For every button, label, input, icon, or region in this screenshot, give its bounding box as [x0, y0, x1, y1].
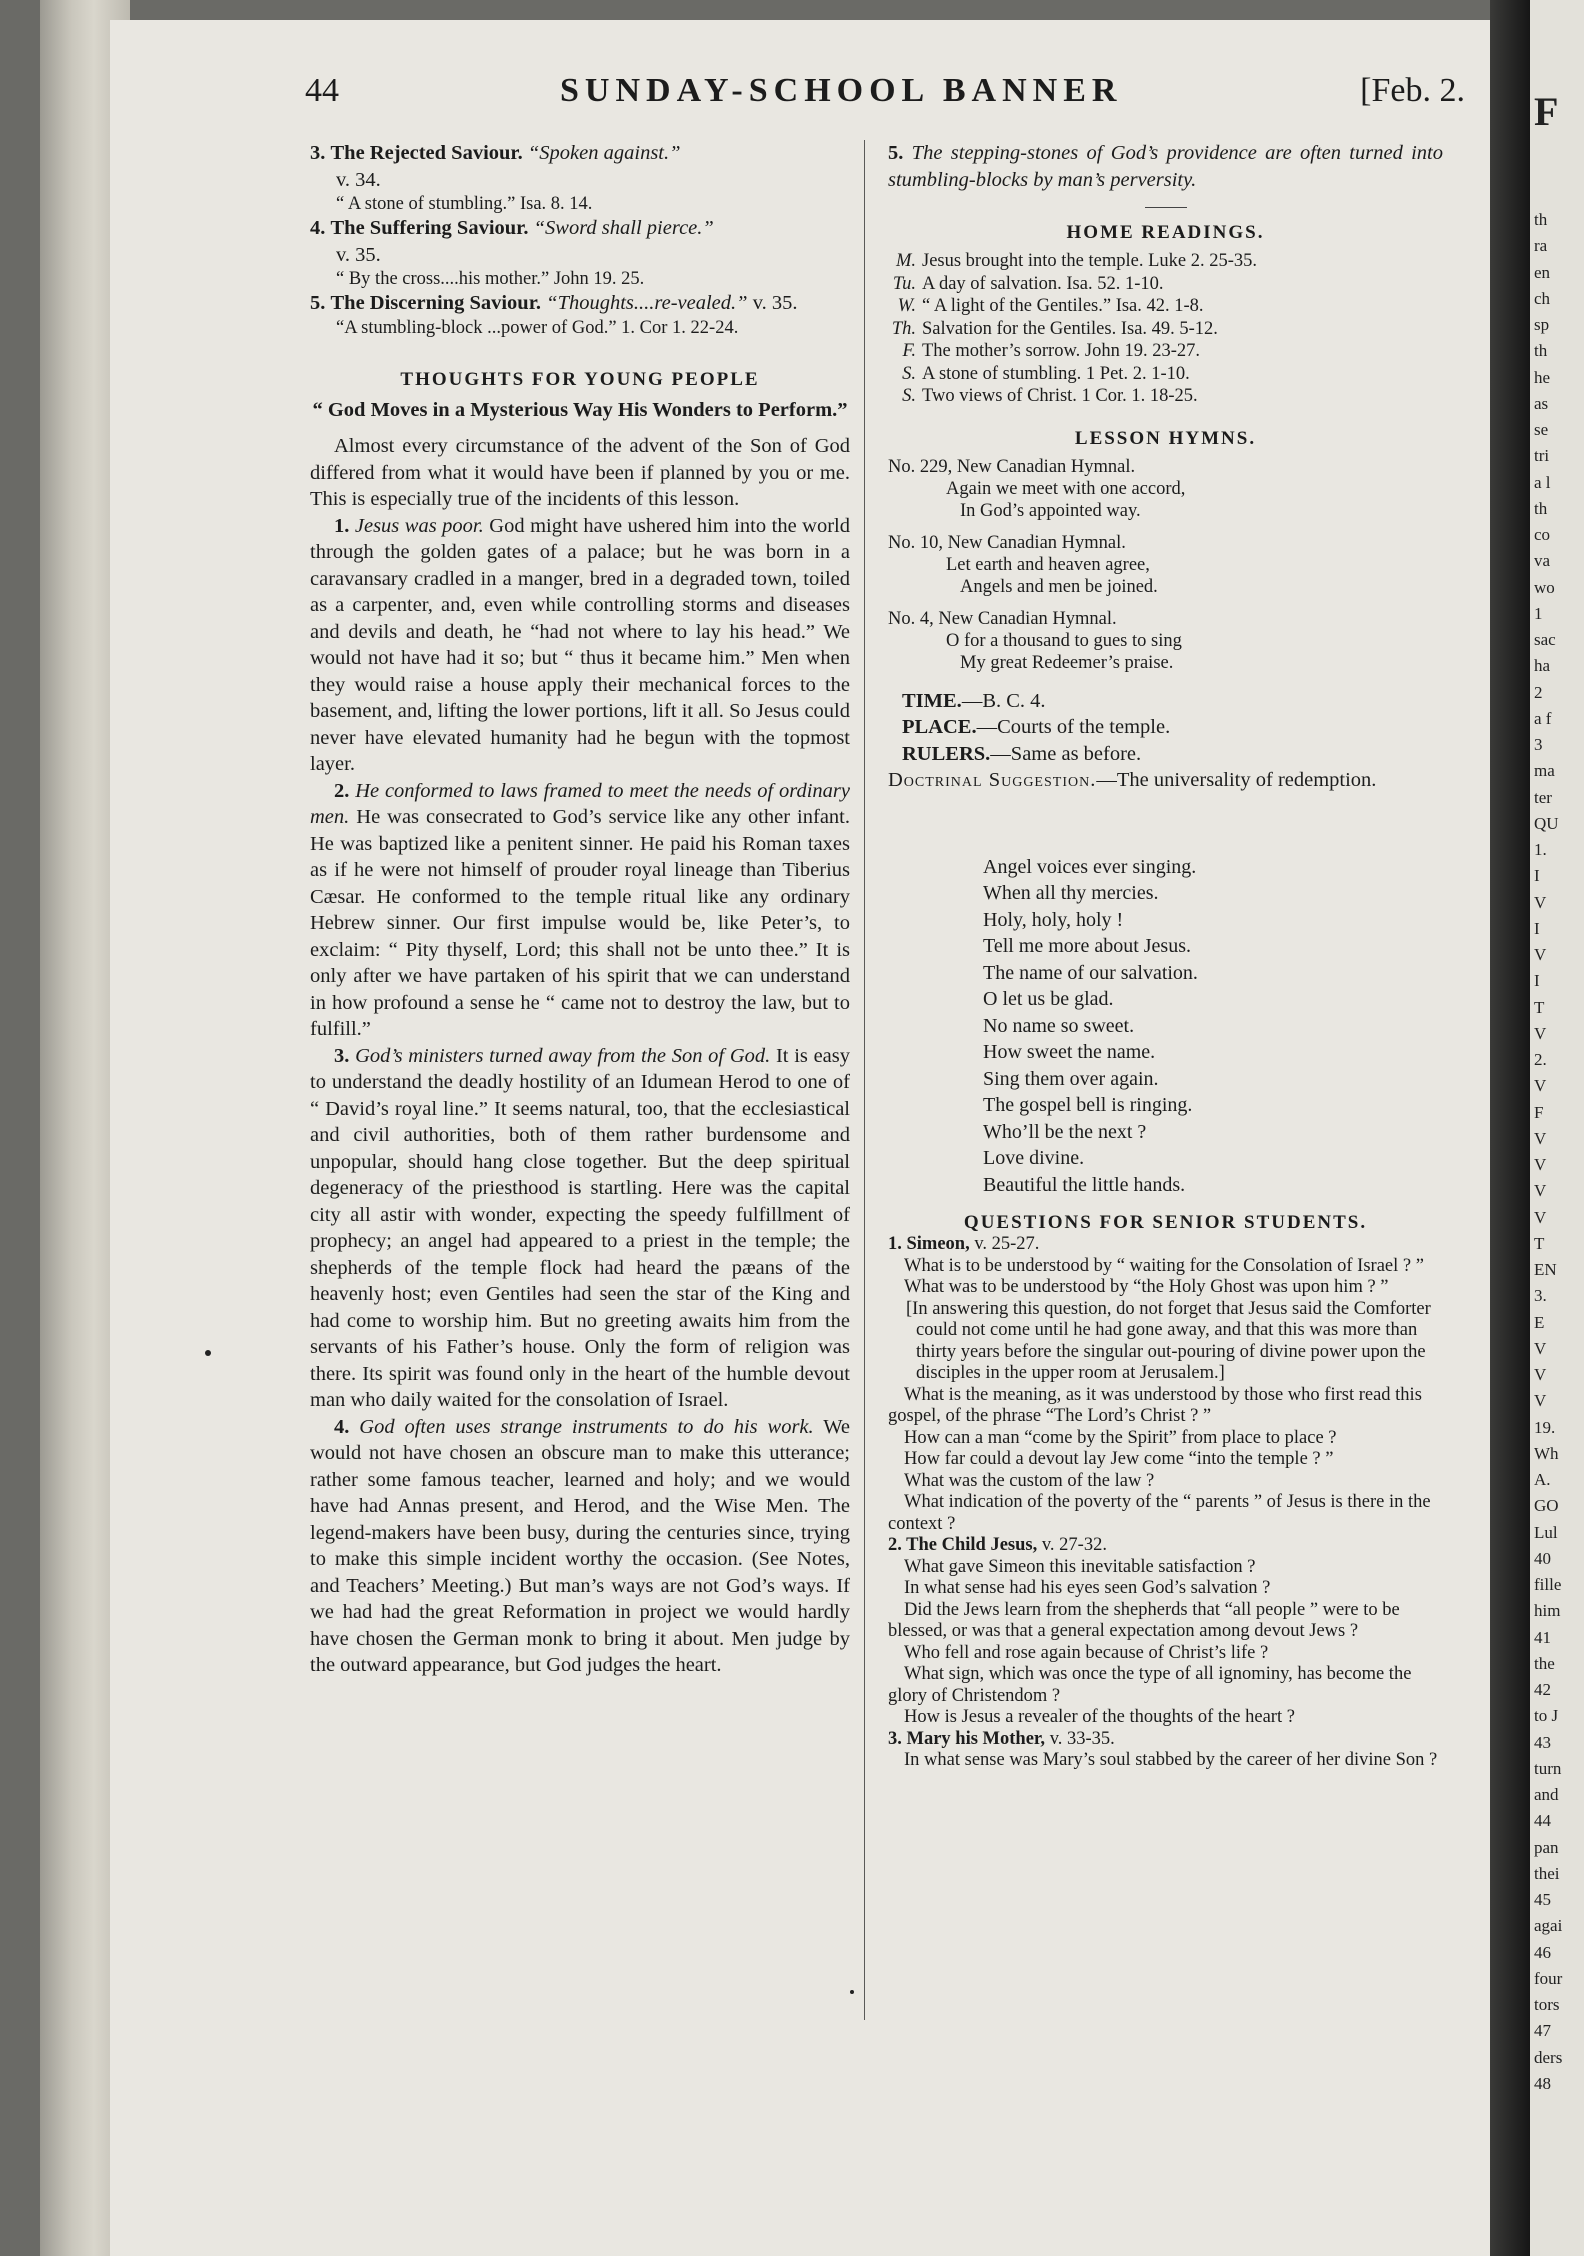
facing-page-fragment-text: ra — [1534, 236, 1548, 255]
facing-page-fragment-text: V — [1534, 945, 1547, 964]
facing-page-fragment-text: I — [1534, 866, 1540, 885]
facing-page-fragment-text: 42 — [1534, 1680, 1551, 1699]
facing-page-fragment-text: ter — [1534, 788, 1552, 807]
hymn-line: Again we meet with one accord, — [946, 478, 1186, 499]
song-title: Sing them over again. — [983, 1067, 1159, 1090]
question-note: [In answering this question, do not forget that Jesus said the Comforter could not come until he had gone away, and that this was more than thirty years before the singular out-pouring of divine power upon the disciples in the upper room at Jerusalem.] — [906, 1298, 1431, 1383]
hymn-line: O for a thousand to gues to sing — [946, 630, 1182, 651]
facing-page-fragment-text: V — [1534, 1339, 1547, 1358]
facing-page-fragment-text: QU — [1534, 814, 1559, 833]
song-title: Holy, holy, holy ! — [983, 908, 1124, 931]
facing-page-fragment-text: as — [1534, 394, 1549, 413]
ink-speck — [850, 1990, 854, 1994]
reading-day: S. — [902, 363, 916, 384]
paragraph-number: 3. — [334, 1044, 350, 1067]
facing-page-fragment-text: 47 — [1534, 2021, 1551, 2040]
facing-page-fragment-text: tors — [1534, 1995, 1560, 2014]
facing-page-fragment-text: a l — [1534, 473, 1551, 492]
facing-page-fragment-text: V — [1534, 1391, 1547, 1410]
facing-page-fragment-text: EN — [1534, 1260, 1557, 1279]
facing-page-fragment-text: 46 — [1534, 1943, 1551, 1962]
rulers-value: —Same as before. — [990, 742, 1142, 765]
outline-verse: v. 34. — [336, 168, 381, 191]
time-line — [888, 688, 1443, 715]
song-title: The gospel bell is ringing. — [983, 1094, 1193, 1116]
paragraph-body: God might have ushered him into the world through the golden gates of a palace; but he was born in a caravansary cradled in a manger, bred in a degraded town, toiled as a carpenter, and, even while controlling storms and diseases and devils and death, he “had not where to lay his head.” We would not have had it so; but “ thus it became him.” Men when they would raise a house apply their mechanical forces to the basement, and, lifting the lower portions, lift it all. So Jesus could never have elevated humanity had he begun with the topmost layer. — [310, 514, 851, 775]
doctrinal-value: —The universality of redemption. — [1096, 769, 1377, 791]
facing-page-fragment-text: V — [1534, 1155, 1547, 1174]
thought-paragraph-5 — [888, 140, 1443, 193]
song-title: No name so sweet. — [983, 1014, 1135, 1037]
place-line — [888, 714, 1443, 741]
paragraph-head: God’s ministers turned away from the Son of God. — [355, 1044, 771, 1067]
facing-page-fragment-text: Lul — [1534, 1523, 1558, 1542]
reading-row — [888, 318, 1443, 341]
reading-text: “ A light of the Gentiles.” Isa. 42. 1-8. — [922, 296, 1204, 316]
reading-row — [888, 385, 1443, 408]
thoughts-subheading: “ God Moves in a Mysterious Way His Wonders to Perform.” — [312, 398, 848, 421]
time-value: —B. C. 4. — [961, 689, 1046, 712]
paragraph-number: 5. — [888, 142, 904, 164]
facing-page-fragment-text: 48 — [1534, 2074, 1551, 2093]
paragraph-body: It is easy to understand the deadly hostility of an Idumean Herod to one of “ David’s royal line.” It seems natural, too, that the ecclesiastical and civil authorities, both of them rather burdensome and unpopular, should hang close together. But the deep spiritual degeneracy of the priesthood is startling. Here was the capital city all astir with wonder, expecting the speedy fulfillment of prophecy; an angel had appeared to a priest in the temple; the shepherds of the temple flock had heard the pæans of the heavenly host; even Gentiles had seen the star of the King and had come to worship him. But no greeting awaits him from the servants of his Father’s house. Only the form of religion was there. Its spirit was found only in the heart of the humble devout man who daily waited for the consolation of Israel. — [310, 1044, 850, 1411]
reading-day: F. — [902, 341, 916, 361]
hymn-line: Let earth and heaven agree, — [946, 554, 1150, 575]
facing-page-fragment-text: ha — [1534, 656, 1551, 675]
questions-heading: QUESTIONS FOR SENIOR STUDENTS. — [963, 1212, 1368, 1233]
facing-page-fragment-text: and — [1534, 1785, 1559, 1804]
question-section-verse: v. 33-35. — [1049, 1728, 1115, 1749]
facing-page-fragment-text: 45 — [1534, 1890, 1551, 1909]
facing-page-fragment-text: to J — [1534, 1706, 1559, 1725]
reading-text: Salvation for the Gentiles. Isa. 49. 5-12. — [922, 318, 1218, 339]
question: What indication of the poverty of the “ parents ” of Jesus is there in the context ? — [888, 1492, 1431, 1534]
facing-page-fragment-text: Wh — [1534, 1444, 1559, 1463]
song-title: The name of our salvation. — [983, 961, 1198, 984]
facing-page-fragment-text: four — [1534, 1969, 1563, 1988]
outline-reference: “A stumbling-block ...power of God.” 1. Cor 1. 22-24. — [336, 317, 739, 338]
question-section-verse: v. 27-32. — [1041, 1535, 1107, 1555]
hymn-reference: No. 10, New Canadian Hymnal. — [888, 532, 1126, 553]
journal-title: SUNDAY-SCHOOL BANNER — [560, 72, 1123, 109]
paragraph-head: Jesus was poor. — [354, 514, 484, 537]
ink-speck — [205, 1350, 211, 1356]
facing-page-fragment-text: F — [1534, 1103, 1544, 1122]
facing-page-fragment-text: agai — [1534, 1916, 1563, 1935]
thoughts-heading: THOUGHTS FOR YOUNG PEOPLE — [400, 368, 760, 390]
doctrinal-label: Doctrinal Suggestion. — [888, 769, 1097, 791]
left-column — [310, 140, 850, 1679]
reading-text: Two views of Christ. 1 Cor. 1. 18-25. — [922, 386, 1198, 406]
thought-paragraph-4 — [310, 1414, 850, 1679]
thought-paragraph-3 — [310, 1043, 850, 1414]
facing-page-fragment-text: co — [1534, 525, 1551, 544]
outline-number: 5. — [310, 292, 326, 314]
facing-page-fragment-text: a f — [1534, 709, 1552, 728]
paragraph-head: He conformed to laws framed to meet the needs of ordinary men. — [310, 779, 851, 828]
facing-page-fragment-text: GO — [1534, 1496, 1559, 1515]
question: How can a man “come by the Spirit” from place to place ? — [904, 1427, 1337, 1448]
facing-page-fragment-text: 1. — [1534, 840, 1547, 859]
facing-page-fragment-text: I — [1534, 971, 1540, 990]
facing-page-fragment-text: wo — [1534, 578, 1555, 597]
facing-page-fragment-text: tri — [1534, 446, 1550, 465]
facing-page-fragment-text: 3 — [1534, 735, 1543, 754]
outline-verse: v. 35. — [752, 292, 798, 314]
facing-page-fragment-text: 44 — [1534, 1811, 1551, 1830]
facing-page-fragment-text: 3. — [1534, 1286, 1547, 1305]
question: How is Jesus a revealer of the thoughts of the heart ? — [904, 1707, 1295, 1727]
song-title: O let us be glad. — [983, 988, 1114, 1010]
facing-page-fragment-text: he — [1534, 368, 1551, 387]
hymn-line: My great Redeemer’s praise. — [960, 652, 1174, 673]
book-gutter — [1490, 0, 1530, 2256]
facing-page-fragment-text: V — [1534, 1181, 1547, 1200]
time-label: TIME. — [902, 689, 962, 712]
home-readings-list — [888, 250, 1443, 408]
reading-text: A day of salvation. Isa. 52. 1-10. — [922, 273, 1164, 294]
facing-page-fragment-text: A. — [1534, 1470, 1551, 1489]
reading-day: Tu. — [892, 273, 916, 294]
question: Did the Jews learn from the shepherds that “all people ” were to be blessed, or was that a general expectation among devout Jews ? — [888, 1599, 1400, 1641]
question: How far could a devout lay Jew come “into the temple ? ” — [904, 1449, 1334, 1469]
rulers-label: RULERS. — [902, 742, 991, 765]
hymn-entry — [888, 456, 1443, 522]
facing-page-fragment-text: turn — [1534, 1759, 1562, 1778]
outline-title: The Discerning Saviour. — [330, 292, 542, 314]
song-list — [888, 854, 1443, 1199]
facing-page-fragment-text: him — [1534, 1601, 1561, 1620]
reading-day: S. — [902, 386, 916, 406]
question: What was the custom of the law ? — [904, 1470, 1155, 1491]
question-section-title: 3. Mary his Mother, — [888, 1728, 1046, 1749]
facing-page-fragment-text: V — [1534, 1024, 1547, 1043]
question: What sign, which was once the type of all ignominy, has become the glory of Christendom ? — [888, 1664, 1412, 1706]
column-divider — [864, 140, 865, 2020]
facing-page-fragment-text: V — [1534, 1365, 1547, 1384]
question: What was to be understood by “the Holy Ghost was upon him ? ” — [904, 1277, 1389, 1297]
facing-page-fragment-text: 43 — [1534, 1733, 1551, 1752]
hymn-entry — [888, 532, 1443, 598]
outline-reference: “ By the cross....his mother.” John 19. 25. — [336, 269, 645, 289]
reading-text: Jesus brought into the temple. Luke 2. 25-35. — [922, 251, 1258, 271]
paragraph-head: God often uses strange instruments to do his work. — [359, 1415, 814, 1438]
song-title: Who’ll be the next ? — [983, 1120, 1147, 1143]
lesson-hymns-heading: LESSON HYMNS. — [1074, 427, 1257, 449]
facing-page-fragment-text: thei — [1534, 1864, 1560, 1883]
facing-page-fragment-text: 2. — [1534, 1050, 1547, 1069]
outline-item — [310, 140, 850, 215]
question: In what sense had his eyes seen God’s salvation ? — [904, 1578, 1271, 1598]
question: Who fell and rose again because of Christ’s life ? — [904, 1642, 1269, 1663]
facing-page-fragment-text: th — [1534, 210, 1548, 229]
paragraph-number: 1. — [334, 514, 350, 537]
hymn-line: In God’s appointed way. — [960, 500, 1141, 521]
facing-page-fragment-text: the — [1534, 1654, 1555, 1673]
hymn-reference: No. 4, New Canadian Hymnal. — [888, 608, 1117, 629]
section-rule — [1145, 207, 1187, 208]
rulers-line — [888, 741, 1443, 768]
paragraph-body: We would not have chosen an obscure man to make this utterance; rather some famous teacher, learned and holy; and we would have had Annas present, and Herod, and the Wise Men. The legend-makers have been busy, during the centuries since, trying to make this simple incident worthy the occasion. (See Notes, and Teachers’ Meeting.) But man’s ways are not God’s ways. If we had had the great Reformation in project we would hardly have chosen the German monk to bring it about. Men judge by the outward appearance, but God judges the heart. — [310, 1415, 850, 1676]
place-value: —Courts of the temple. — [976, 716, 1171, 738]
song-title: Beautiful the little hands. — [983, 1173, 1186, 1196]
question-section-title: 2. The Child Jesus, — [888, 1535, 1038, 1555]
song-title: Tell me more about Jesus. — [983, 935, 1191, 957]
question: What is to be understood by “ waiting for the Consolation of Israel ? ” — [904, 1255, 1424, 1276]
question: What gave Simeon this inevitable satisfaction ? — [904, 1556, 1256, 1577]
outline-quote: “Sword shall pierce.” — [533, 217, 714, 239]
reading-row — [888, 340, 1443, 363]
song-title: How sweet the name. — [983, 1041, 1156, 1063]
paragraph-body: He was consecrated to God’s service like any other infant. He was baptized like a penitent sinner. He paid his Roman taxes as if he were not himself of prouder royal lineage than Tiberius Cæsar. He conformed to the temple ritual like any ordinary Hebrew sinner. Our first impulse would be, like Peter’s, to exclaim: “ Pity thyself, Lord; this shall not be unto thee.” It is only after we have partaken of his spirit that we can understand in how profound a sense he “ came not to destroy the law, but to fulfill.” — [310, 806, 850, 1040]
running-header — [305, 72, 1475, 132]
question-section-3 — [888, 1729, 1443, 1751]
song-title: Love divine. — [983, 1147, 1085, 1169]
facing-page-fragment-text: V — [1534, 893, 1547, 912]
facing-page-fragment-text: pan — [1534, 1838, 1559, 1857]
paragraph-body: The stepping-stones of God’s providence are often turned into stumbling-blocks by man’s perversity. — [888, 142, 1444, 191]
reading-row — [888, 250, 1443, 273]
outline-number: 3. — [310, 142, 326, 164]
question-section-1 — [888, 1234, 1443, 1256]
paragraph-number: 2. — [334, 779, 350, 802]
question-section-2 — [888, 1535, 1443, 1557]
facing-page-fragment-text: th — [1534, 341, 1548, 360]
facing-page-fragment-text: 2 — [1534, 683, 1543, 702]
outline-title: The Suffering Saviour. — [330, 217, 529, 239]
facing-page-fragment-text: th — [1534, 499, 1548, 518]
facing-page-fragment-text: V — [1534, 1076, 1547, 1095]
facing-page-fragment-text: 40 — [1534, 1549, 1551, 1568]
doctrinal-line — [888, 767, 1443, 794]
outline-quote: “Thoughts....re-vealed.” — [546, 292, 748, 314]
facing-page-fragment-text: sp — [1534, 315, 1550, 334]
reading-text: A stone of stumbling. 1 Pet. 2. 1-10. — [922, 363, 1190, 384]
facing-page-fragment-text: T — [1534, 1234, 1545, 1253]
thought-paragraph-2 — [310, 778, 850, 1043]
reading-day: Th. — [891, 318, 916, 339]
reading-day: W. — [897, 296, 916, 316]
outline-verse: v. 35. — [336, 243, 381, 266]
hymn-entry — [888, 608, 1443, 674]
facing-page-fragment-text: en — [1534, 263, 1551, 282]
song-title: When all thy mercies. — [983, 882, 1159, 904]
reading-row — [888, 295, 1443, 318]
facing-page-fragment-text: sac — [1534, 630, 1556, 649]
question-section-verse: v. 25-27. — [974, 1234, 1040, 1254]
outline-reference: “ A stone of stumbling.” Isa. 8. 14. — [336, 194, 593, 214]
question: In what sense was Mary’s soul stabbed by the career of her divine Son ? — [904, 1750, 1438, 1770]
outline-title: The Rejected Saviour. — [330, 142, 523, 164]
facing-page-fragment-text: 1 — [1534, 604, 1543, 623]
right-column — [888, 140, 1443, 1772]
outline-item — [310, 290, 850, 339]
facing-page-fragment-text: I — [1534, 919, 1540, 938]
outline-quote: “Spoken against.” — [527, 142, 681, 164]
place-label: PLACE. — [902, 716, 977, 738]
thought-paragraph-1 — [310, 513, 850, 778]
reading-text: The mother’s sorrow. John 19. 23-27. — [922, 341, 1200, 361]
facing-page-fragment-text: va — [1534, 551, 1551, 570]
facing-page-fragment-text: ders — [1534, 2048, 1563, 2067]
facing-page-fragment-text: 19. — [1534, 1418, 1556, 1437]
hymn-line: Angels and men be joined. — [960, 576, 1158, 597]
facing-page-fragment-text: T — [1534, 998, 1545, 1017]
reading-row — [888, 363, 1443, 386]
hymn-reference: No. 229, New Canadian Hymnal. — [888, 456, 1136, 477]
reading-row — [888, 273, 1443, 296]
paragraph-number: 4. — [334, 1415, 350, 1438]
facing-page-fragment-text: V — [1534, 1129, 1547, 1148]
facing-page-fragment-text: fille — [1534, 1575, 1562, 1594]
facing-page-fragment-text: ma — [1534, 761, 1555, 780]
outline-item — [310, 215, 850, 290]
song-title: Angel voices ever singing. — [983, 855, 1197, 878]
question-section-title: 1. Simeon, — [888, 1234, 970, 1254]
intro-paragraph: Almost every circumstance of the advent of the Son of God differed from what it would have been if planned by you or me. This is especially true of the incidents of this lesson. — [310, 435, 850, 510]
reading-day: M. — [895, 251, 916, 271]
facing-page-fragment-text: 41 — [1534, 1628, 1551, 1647]
facing-page-fragment-text: ch — [1534, 289, 1551, 308]
question: What is the meaning, as it was understood by those who first read this gospel, of the phrase “The Lord’s Christ ? ” — [888, 1384, 1422, 1426]
facing-page-fragment-text: E — [1534, 1313, 1545, 1332]
corner-letter: F — [1534, 89, 1559, 134]
facing-page-fragment-text: V — [1534, 1208, 1547, 1227]
outline-number: 4. — [310, 217, 326, 239]
page-number: 44 — [305, 72, 339, 109]
home-readings-heading: HOME READINGS. — [1066, 222, 1265, 243]
facing-page-fragment — [1530, 0, 1584, 2256]
facing-page-fragment-text: se — [1534, 420, 1549, 439]
issue-date: [Feb. 2. — [1360, 72, 1465, 109]
